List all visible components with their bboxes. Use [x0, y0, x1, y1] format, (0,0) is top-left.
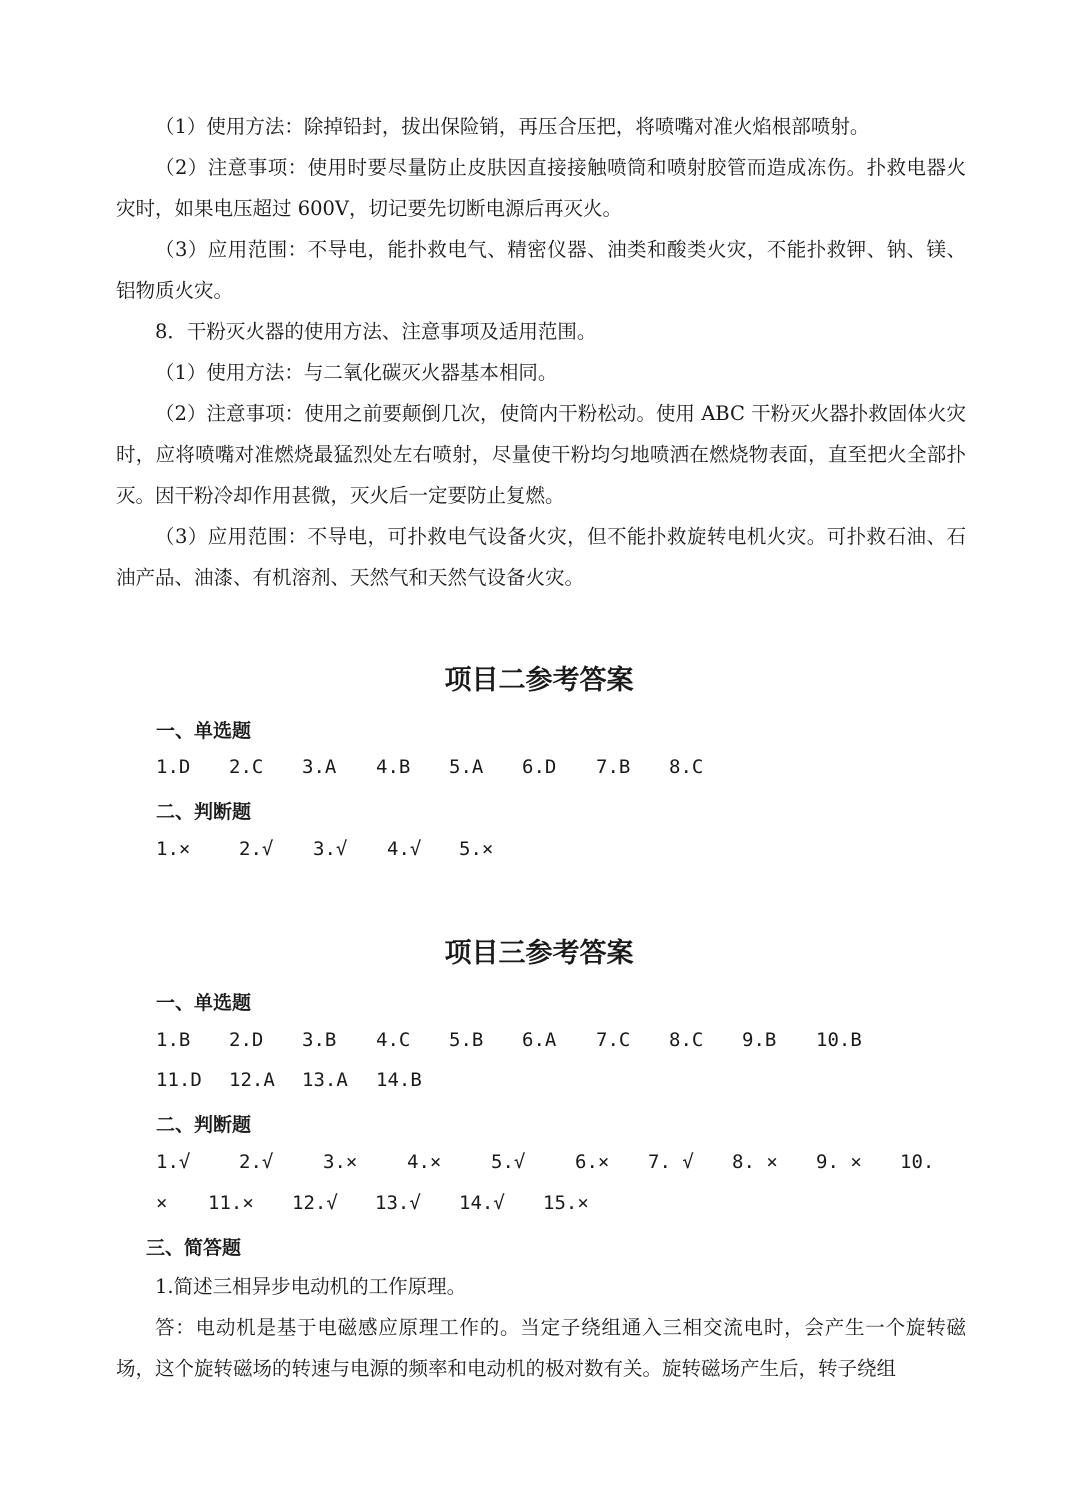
answer-item: 7.B — [596, 756, 631, 778]
answer-item: 8.C — [669, 756, 704, 778]
answer-item: 12.A — [229, 1069, 275, 1091]
answer-item: 13.A — [302, 1069, 348, 1091]
project2-tf-heading: 二、判断题 — [156, 801, 252, 823]
answer-item: 10.B — [816, 1029, 862, 1051]
answer-item: 7.C — [596, 1029, 631, 1051]
answer-item: × — [156, 1192, 168, 1214]
answer-item: 11.× — [208, 1192, 254, 1214]
answer-item: 1.B — [156, 1029, 191, 1051]
answer-item: 1.√ — [156, 1151, 191, 1173]
answer-item: 8.C — [669, 1029, 704, 1051]
answer-item: 3.× — [323, 1151, 358, 1173]
answer-item: 1.× — [156, 838, 191, 860]
answer-item: 5.× — [459, 838, 494, 860]
answer-item: 10. — [900, 1151, 935, 1173]
answer-item: 15.× — [543, 1192, 589, 1214]
project3-sa-heading: 三、简答题 — [146, 1237, 242, 1259]
project2-mc-heading: 一、单选题 — [156, 720, 252, 742]
answer-item: 6.D — [522, 756, 557, 778]
sec8-heading: 8．干粉灭火器的使用方法、注意事项及适用范围。 — [155, 320, 597, 343]
answer-item: 3.A — [302, 756, 337, 778]
project3-mc-heading: 一、单选题 — [156, 992, 252, 1014]
answer-item: 9. × — [816, 1151, 862, 1173]
answer-item: 8. × — [732, 1151, 778, 1173]
project3-tf-heading: 二、判断题 — [156, 1114, 252, 1136]
sec7-usage-paragraph: （1）使用方法：除掉铅封，拔出保险销，再压合压把，将喷嘴对准火焰根部喷射。 — [155, 115, 870, 138]
answer-item: 6.A — [522, 1029, 557, 1051]
answer-item: 11.D — [156, 1069, 202, 1091]
answer-item: 2.√ — [239, 838, 274, 860]
answer-item: 4.B — [376, 756, 411, 778]
answer-item: 1.D — [156, 756, 191, 778]
answer-item: 12.√ — [292, 1192, 338, 1214]
answer-item: 4.√ — [387, 838, 422, 860]
answer-item: 5.A — [449, 756, 484, 778]
answer-item: 2.√ — [239, 1151, 274, 1173]
answer-item: 7. √ — [648, 1151, 694, 1173]
answer-item: 5.√ — [491, 1151, 526, 1173]
answer-item: 4.C — [376, 1029, 411, 1051]
answer-item: 3.√ — [313, 838, 348, 860]
project2-title: 项目二参考答案 — [444, 665, 634, 696]
project3-sa-question: 1.简述三相异步电动机的工作原理。 — [155, 1275, 467, 1298]
answer-item: 3.B — [302, 1029, 337, 1051]
answer-item: 2.D — [229, 1029, 264, 1051]
sec8-precautions-paragraph: （2）注意事项：使用之前要颠倒几次，使筒内干粉松动。使用 ABC 干粉灭火器扑救固体火灾时，应将喷嘴对准燃烧最猛烈处左右喷射，尽量使干粉均匀地喷洒在燃烧物表面，直至把火全部扑灭。因干粉冷却作用甚微，灭火后一定要防止复燃。 — [116, 402, 966, 507]
project3-sa-answer: 答：电动机是基于电磁感应原理工作的。当定子绕组通入三相交流电时，会产生一个旋转磁场，这个旋转磁场的转速与电源的频率和电动机的极对数有关。旋转磁场产生后，转子绕组 — [116, 1316, 966, 1380]
answer-item: 13.√ — [375, 1192, 421, 1214]
sec8-usage-paragraph: （1）使用方法：与二氧化碳灭火器基本相同。 — [155, 361, 558, 384]
sec8-scope-paragraph: （3）应用范围：不导电，可扑救电气设备火灾，但不能扑救旋转电机火灾。可扑救石油、石油产品、油漆、有机溶剂、天然气和天然气设备火灾。 — [116, 525, 966, 589]
answer-item: 6.× — [575, 1151, 610, 1173]
answer-item: 14.√ — [459, 1192, 505, 1214]
answer-item: 5.B — [449, 1029, 484, 1051]
project3-title: 项目三参考答案 — [444, 938, 634, 969]
answer-item: 9.B — [742, 1029, 777, 1051]
sec7-precautions-paragraph: （2）注意事项：使用时要尽量防止皮肤因直接接触喷筒和喷射胶管而造成冻伤。扑救电器火灾时，如果电压超过 600V，切记要先切断电源后再灭火。 — [116, 156, 966, 220]
answer-item: 14.B — [376, 1069, 422, 1091]
answer-item: 4.× — [407, 1151, 442, 1173]
sec7-scope-paragraph: （3）应用范围：不导电，能扑救电气、精密仪器、油类和酸类火灾，不能扑救钾、钠、镁、铝物质火灾。 — [116, 238, 966, 302]
answer-item: 2.C — [229, 756, 264, 778]
